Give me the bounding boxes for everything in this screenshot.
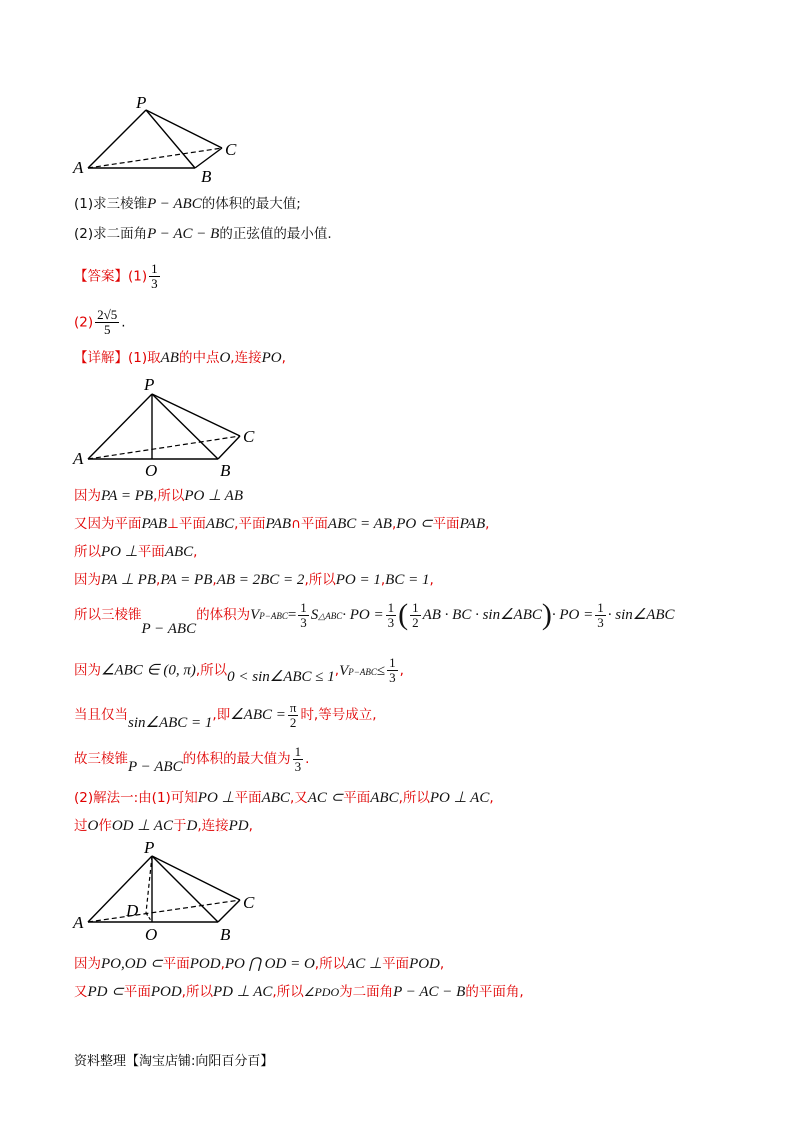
line-11: 因为PO,OD ⊂平面POD,PO ⋂ OD = O,所以AC ⊥平面POD, — [74, 956, 445, 972]
line-7: 当且仅当sin∠ABC = 1,即∠ABC = $\frac{\pi}{2}$ 时,等号成立, — [74, 699, 377, 731]
line-6: 因为∠ABC ∈ (0, π),所以0 < sin∠ABC ≤ 1,VP−ABC≤ $\frac{1}{3}$ , — [74, 655, 404, 685]
vertex-B: B — [220, 925, 231, 944]
line-4: 因为PA ⊥ PB,PA = PB,AB = 2BC = 2,所以PO = 1,BC = 1, — [74, 572, 434, 588]
question-1: (1)求三棱锥P − ABC的体积的最大值; — [74, 196, 301, 212]
vertex-P: P — [144, 838, 155, 857]
pyramid-figure-1 — [70, 90, 270, 190]
vertex-P: P — [136, 93, 147, 112]
vertex-C: C — [243, 427, 255, 446]
vertex-A: A — [73, 449, 84, 468]
vertex-O: O — [145, 461, 158, 480]
pyramid-figure-3 — [70, 838, 270, 948]
line-12: 又PD ⊂平面POD,所以PD ⊥ AC,所以∠PDO为二面角P − AC − B的平面角, — [74, 984, 524, 1000]
vertex-B: B — [220, 461, 231, 480]
line-10: 过O作OD ⊥ AC于D,连接PD, — [74, 818, 253, 834]
question-2: (2)求二面角P − AC − B的正弦值的最小值. — [74, 226, 332, 242]
detail-header: 【详解】(1)取AB的中点O,连接PO, — [74, 350, 286, 366]
footer-note: 资料整理【淘宝店铺:向阳百分百】 — [74, 1054, 274, 1069]
line-9: (2)解法一:由(1)可知PO ⊥平面ABC,又AC ⊂平面ABC,所以PO ⊥ AC, — [74, 790, 494, 806]
vertex-P: P — [144, 375, 155, 394]
answer-2: (2) $\frac{2√5}{5}$ . — [74, 307, 126, 337]
line-5-volume-formula: 所以三棱锥P − ABC的体积为VP−ABC= $\frac{1}{3}$ S△ABC· PO = $\frac{1}{3}$ ( $\frac{1}{2}$ AB · BC · sin∠ABC)· PO = $\frac{1}{3}$ · sin∠ABC — [74, 598, 675, 637]
vertex-A: A — [73, 913, 84, 932]
vertex-O: O — [145, 925, 158, 944]
vertex-B: B — [201, 167, 212, 186]
line-3: 所以PO ⊥平面ABC, — [74, 544, 198, 560]
line-8: 故三棱锥P − ABC的体积的最大值为 $\frac{1}{3}$ . — [74, 743, 310, 775]
vertex-C: C — [225, 140, 237, 159]
vertex-C: C — [243, 893, 255, 912]
answer-1: 【答案】(1) $\frac{1}{3}$ — [74, 261, 158, 291]
pyramid-figure-2 — [70, 372, 270, 482]
line-2: 又因为平面PAB⊥平面ABC,平面PAB∩平面ABC = AB,PO ⊂平面PAB, — [74, 516, 490, 532]
vertex-D: D — [126, 901, 139, 920]
vertex-A: A — [73, 158, 84, 177]
line-1: 因为PA = PB,所以PO ⊥ AB — [74, 488, 243, 504]
